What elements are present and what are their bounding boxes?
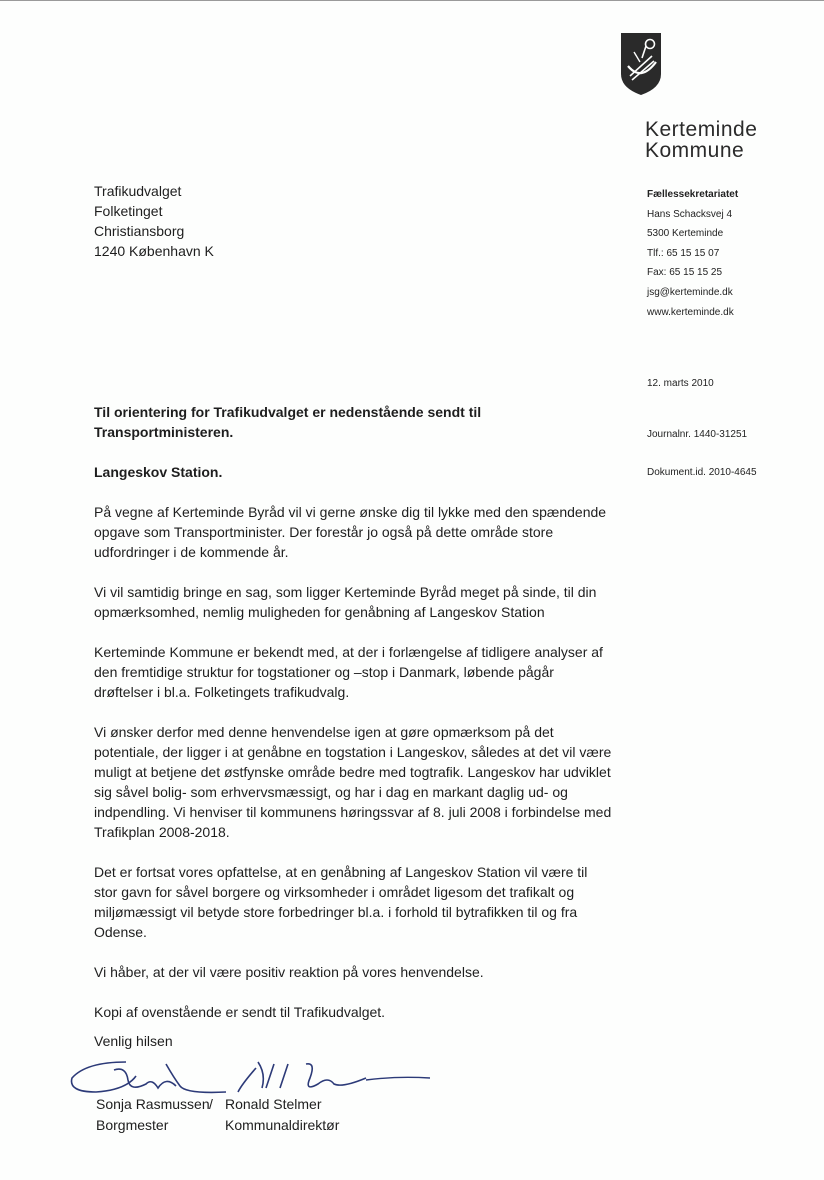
subject-line: Langeskov Station.: [94, 464, 223, 480]
sender-department: Fællessekretariatet: [647, 189, 739, 200]
recipient-line: Trafikudvalget: [94, 183, 182, 199]
paragraph: Kerteminde Kommune er bekendt med, at der i forlængelse af tidligere analyser af den fremtidige struktur for togstationer og –stop i Danmark, løbende pågår drøftelser i bl.a. Folketingets trafikudvalg.: [94, 644, 603, 700]
letter-body: [94, 402, 614, 1042]
journal-number: Journalnr. 1440-31251: [647, 429, 748, 440]
recipient-line: Folketinget: [94, 203, 163, 219]
sender-web: www.kerteminde.dk: [647, 306, 734, 318]
brand-line-1: Kerteminde: [645, 118, 758, 141]
intro-heading: Til orientering for Trafikudvalget er nedenstående sendt til Transportministeren.: [94, 404, 482, 440]
signatory-director: [225, 1094, 339, 1136]
municipality-logotype: [645, 119, 757, 161]
sender-city: 5300 Kerteminde: [647, 228, 724, 240]
paragraph: På vegne af Kerteminde Byråd vil vi gerne ønske dig til lykke med den spændende opgave som Transportminister. Der forestår jo også på dette område store udfordringer i de kommende år.: [94, 504, 607, 560]
sender-phone: Tlf.: 65 15 15 07: [647, 247, 720, 259]
brand-line-2: Kommune: [645, 139, 745, 162]
paragraph: Det er fortsat vores opfattelse, at en genåbning af Langeskov Station vil være til stor gavn for såvel borgere og virksomheder i området ligesom det trafikalt og miljømæssigt vil betyde store forbedringer bl.a. i forhold til bytrafikken til og fra Odense.: [94, 864, 588, 940]
document-id: Dokument.id. 2010-4645: [647, 467, 757, 478]
sender-address: Hans Schacksvej 4: [647, 208, 733, 220]
signature-separator: /: [209, 1096, 213, 1112]
recipient-line: Christiansborg: [94, 223, 185, 239]
recipient-address: [94, 181, 214, 261]
signatory-title: Kommunaldirektør: [225, 1117, 340, 1133]
paragraph: Vi håber, at der vil være positiv reaktion på vores henvendelse.: [94, 964, 484, 980]
paragraph: Kopi af ovenstående er sendt til Trafikudvalget.: [94, 1004, 386, 1020]
page-edge-line: [0, 0, 824, 1]
sender-block: [647, 185, 738, 322]
recipient-line: 1240 København K: [94, 243, 214, 259]
signatory-name: Ronald Stelmer: [225, 1096, 322, 1112]
kerteminde-crest-icon: [620, 32, 662, 96]
sender-fax: Fax: 65 15 15 25: [647, 267, 723, 279]
signatory-name: Sonja Rasmussen: [96, 1096, 210, 1112]
sender-email: jsg@kerteminde.dk: [647, 286, 733, 298]
signatory-mayor: [96, 1094, 210, 1136]
closing-salutation: Venlig hilsen: [94, 1033, 173, 1049]
paragraph: Vi vil samtidig bringe en sag, som ligger Kerteminde Byråd meget på sinde, til din opmærksomhed, nemlig muligheden for genåbning af Langeskov Station: [94, 584, 597, 620]
letter-date: 12. marts 2010: [647, 378, 714, 389]
signatory-title: Borgmester: [96, 1117, 169, 1133]
paragraph: Vi ønsker derfor med denne henvendelse igen at gøre opmærksom på det potentiale, der ligger i at genåbne en togstation i Langeskov, således at det vil være muligt at betjene det østfynske område bedre med togtrafik. Langeskov har udviklet sig såvel bolig- som erhvervsmæssigt, og har i dag en markant daglig ud- og indpendling. Vi henviser til kommunens høringssvar af 8. juli 2008 i forbindelse med Trafikplan 2008-2018.: [94, 724, 612, 840]
